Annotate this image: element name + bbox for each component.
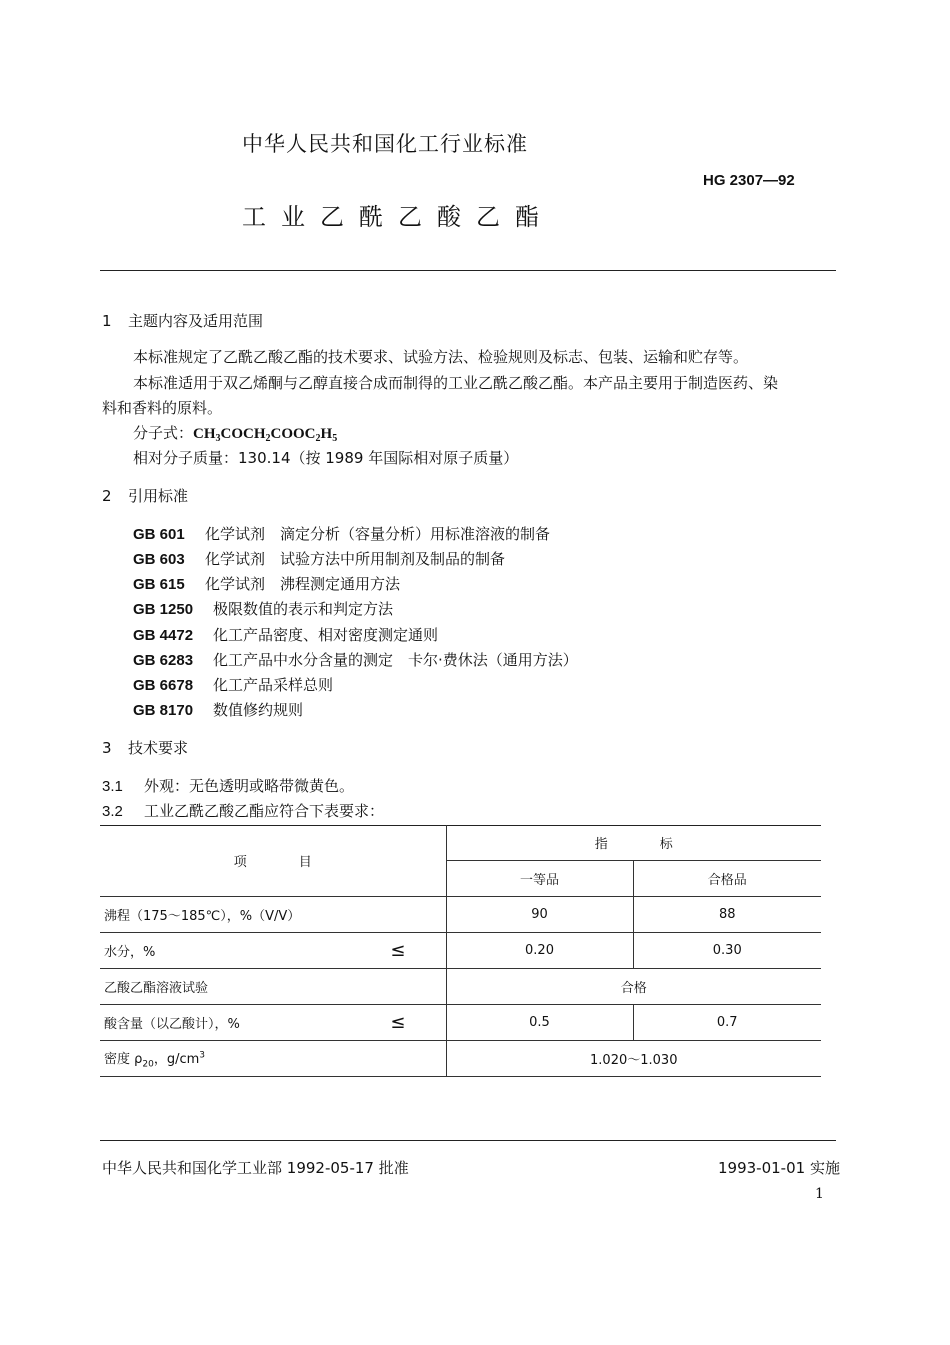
- row-item: 酸含量（以乙酸计），% ≤: [100, 1005, 446, 1041]
- table-row: [100, 1041, 821, 1077]
- molecular-formula: [133, 422, 337, 444]
- row-value-qualified: 88: [633, 897, 821, 933]
- row-value-merged: 合格: [446, 969, 821, 1005]
- section-title: 主题内容及适用范围: [128, 312, 264, 330]
- effective-date: 1993-01-01 实施: [718, 1159, 840, 1177]
- reference-item: [133, 624, 438, 645]
- index-header: 指 标: [446, 825, 821, 861]
- grade-first-class: 一等品: [446, 861, 633, 897]
- section-2-heading: [102, 485, 188, 506]
- paragraph-applicability-cont: 料和香料的原料。: [102, 399, 223, 417]
- row-item: 乙酸乙酯溶液试验: [100, 969, 446, 1005]
- reference-title: 化学试剂 试验方法中所用制剂及制品的制备: [205, 550, 506, 568]
- reference-code: GB 615: [133, 576, 185, 593]
- reference-code: GB 6283: [133, 652, 194, 669]
- row-item: 密度 $\rho_{20}$，$g/cm^3$: [100, 1041, 446, 1077]
- grade-qualified: 合格品: [633, 861, 821, 897]
- paragraph-scope: 本标准规定了乙酰乙酸乙酯的技术要求、试验方法、检验规则及标志、包装、运输和贮存等。: [133, 348, 749, 366]
- reference-title: 数值修约规则: [213, 701, 304, 719]
- standard-code: HG 2307—92: [703, 172, 795, 189]
- reference-code: GB 4472: [133, 627, 194, 644]
- reference-code: GB 603: [133, 551, 185, 568]
- section-number: 3: [102, 739, 112, 757]
- row-value-first: 0.20: [446, 933, 633, 969]
- paragraph-applicability: 本标准适用于双乙烯酮与乙醇直接合成而制得的工业乙酰乙酸乙酯。本产品主要用于制造医药、染: [133, 374, 779, 392]
- clause-text: 外观：无色透明或略带微黄色。: [144, 777, 355, 795]
- reference-title: 化学试剂 沸程测定通用方法: [205, 575, 401, 593]
- table-row: [100, 933, 821, 969]
- clause-3-1: [102, 775, 354, 796]
- row-item: 水分，% ≤: [100, 933, 446, 969]
- specification-table: [100, 825, 821, 1077]
- reference-title: 化工产品采样总则: [213, 676, 334, 694]
- row-value-first: 90: [446, 897, 633, 933]
- formula-label: 分子式：: [133, 424, 194, 442]
- row-item: 沸程（175～185℃），%（V/V）: [100, 897, 446, 933]
- org-title: 中华人民共和国化工行业标准: [242, 132, 528, 156]
- molecular-mass: 相对分子质量：130.14（按 1989 年国际相对原子质量）: [133, 449, 519, 467]
- row-value-first: 0.5: [446, 1005, 633, 1041]
- section-number: 2: [102, 487, 112, 505]
- reference-item: [133, 598, 393, 619]
- clause-text: 工业乙酰乙酸乙酯应符合下表要求：: [144, 802, 385, 820]
- header-divider: [100, 270, 836, 271]
- row-value-merged: 1.020～1.030: [446, 1041, 821, 1077]
- page-number: 1: [815, 1186, 824, 1202]
- table-row: [100, 897, 821, 933]
- table-row: [100, 969, 821, 1005]
- reference-title: 化学试剂 滴定分析（容量分析）用标准溶液的制备: [205, 525, 551, 543]
- reference-code: GB 8170: [133, 702, 194, 719]
- reference-item: [133, 573, 400, 594]
- section-title: 引用标准: [128, 487, 189, 505]
- reference-item: [133, 523, 550, 544]
- reference-code: GB 6678: [133, 677, 194, 694]
- item-header: 项 目: [100, 825, 446, 897]
- table-header-row: [100, 825, 821, 861]
- document-title: 工业乙酰乙酸乙酯: [242, 203, 554, 231]
- reference-item: [133, 649, 578, 670]
- formula-value: $CH_3COCH_2COOC_2H_5$: [193, 426, 338, 444]
- reference-title: 极限数值的表示和判定方法: [213, 600, 394, 618]
- le-symbol: ≤: [390, 1012, 406, 1033]
- reference-item: [133, 699, 303, 720]
- footer-divider: [100, 1140, 836, 1141]
- row-value-qualified: 0.7: [633, 1005, 821, 1041]
- reference-item: [133, 674, 333, 695]
- approval-line: 中华人民共和国化学工业部 1992-05-17 批准: [102, 1159, 409, 1177]
- reference-code: GB 601: [133, 526, 185, 543]
- reference-title: 化工产品中水分含量的测定 卡尔·费休法（通用方法）: [213, 651, 578, 669]
- section-number: 1: [102, 312, 112, 330]
- reference-code: GB 1250: [133, 601, 194, 618]
- row-value-qualified: 0.30: [633, 933, 821, 969]
- clause-number: 3.1: [102, 778, 123, 795]
- table-row: [100, 1005, 821, 1041]
- le-symbol: ≤: [390, 940, 406, 961]
- clause-number: 3.2: [102, 803, 123, 820]
- reference-item: [133, 548, 505, 569]
- section-3-heading: [102, 737, 188, 758]
- section-1-heading: [102, 310, 263, 331]
- reference-title: 化工产品密度、相对密度测定通则: [213, 626, 439, 644]
- clause-3-2: [102, 800, 384, 821]
- section-title: 技术要求: [128, 739, 189, 757]
